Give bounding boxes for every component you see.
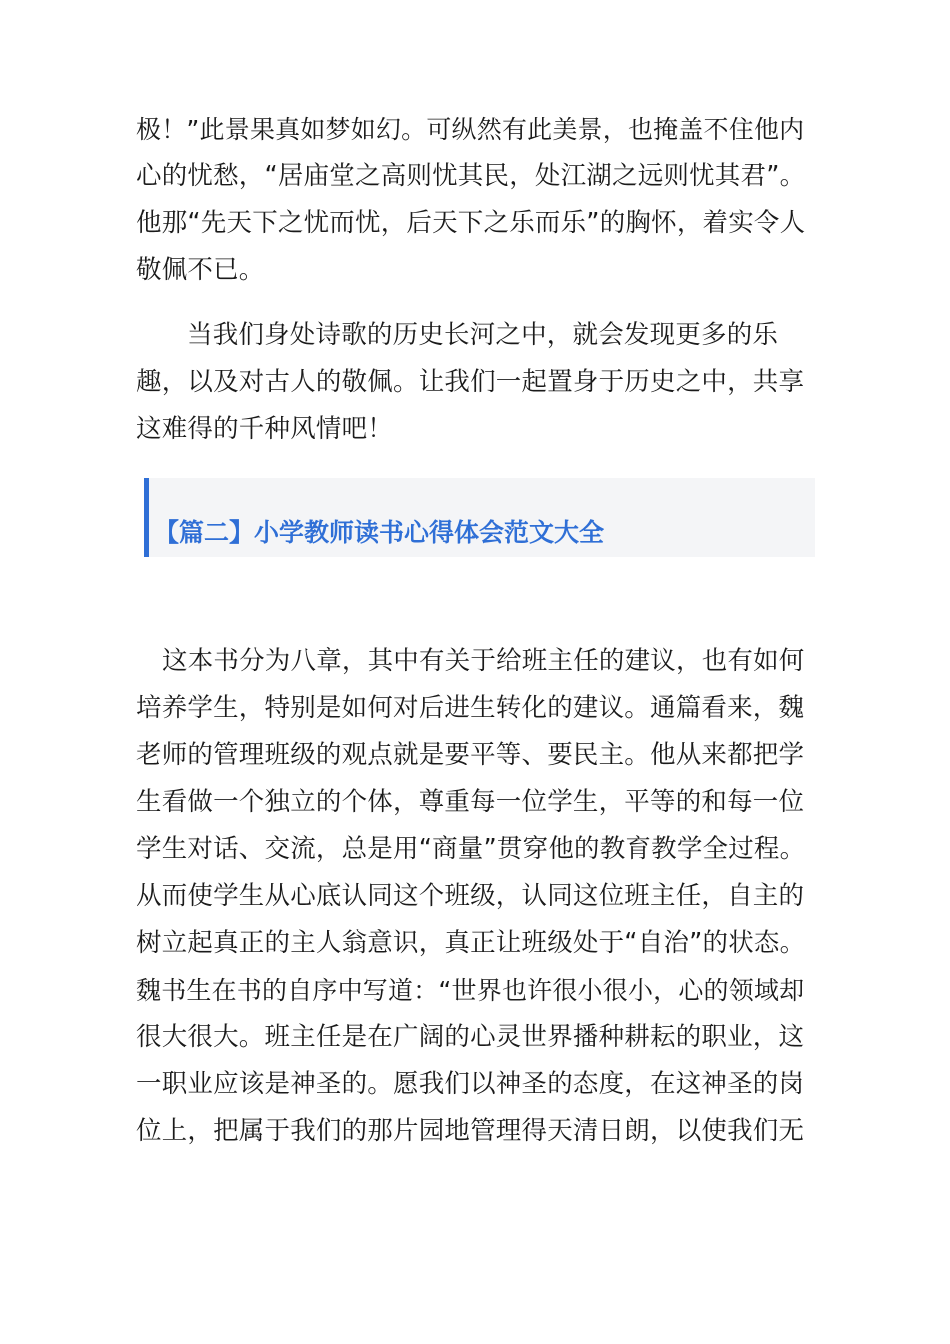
text-line: 这本书分为八章，其中有关于给班主任的建议，也有如何 (162, 646, 805, 676)
text-line: 培养学生，特别是如何对后进生转化的建议。通篇看来，魏 (136, 693, 805, 723)
text-line: 魏书生在书的自序中写道：“世界也许很小很小，心的领域却 (136, 976, 805, 1005)
text-line: 趣，以及对古人的敬佩。让我们一起置身于历史之中，共享 (136, 367, 805, 397)
text-line: 心的忧愁，“居庙堂之高则忧其民，处江湖之远则忧其君”。 (136, 161, 806, 191)
text-line: 生看做一个独立的个体，尊重每一位学生，平等的和每一位 (136, 787, 805, 817)
text-line: 老师的管理班级的观点就是要平等、要民主。他从来都把学 (136, 740, 805, 770)
text-line: 这难得的千种风情吧！ (136, 414, 394, 444)
text-line: 他那“先天下之忧而忧，后天下之乐而乐”的胸怀，着实令人 (136, 208, 806, 238)
section-heading (144, 478, 815, 557)
text-line: 学生对话、交流，总是用“商量”贯穿他的教育教学全过程。 (136, 834, 806, 864)
text-line: 当我们身处诗歌的历史长河之中，就会发现更多的乐 (187, 320, 779, 350)
text-line: 一职业应该是神圣的。愿我们以神圣的态度，在这神圣的岗 (136, 1069, 805, 1099)
text-line: 从而使学生从心底认同这个班级，认同这位班主任，自主的 (136, 881, 805, 911)
text-line: 位上，把属于我们的那片园地管理得天清日朗，以使我们无 (136, 1116, 805, 1146)
text-line: 树立起真正的主人翁意识，真正让班级处于“自治”的状态。 (136, 928, 806, 958)
section-heading-title: 【篇二】小学教师读书心得体会范文大全 (154, 518, 605, 547)
paragraph-continuation (136, 106, 816, 294)
text-line: 很大很大。班主任是在广阔的心灵世界播种耕耘的职业，这 (136, 1022, 805, 1052)
text-line: 敬佩不已。 (136, 255, 265, 285)
text-line: 极！”此景果真如梦如幻。可纵然有此美景，也掩盖不住他内 (136, 115, 805, 144)
paragraph-closing (136, 312, 816, 453)
paragraph-body (136, 638, 816, 1155)
